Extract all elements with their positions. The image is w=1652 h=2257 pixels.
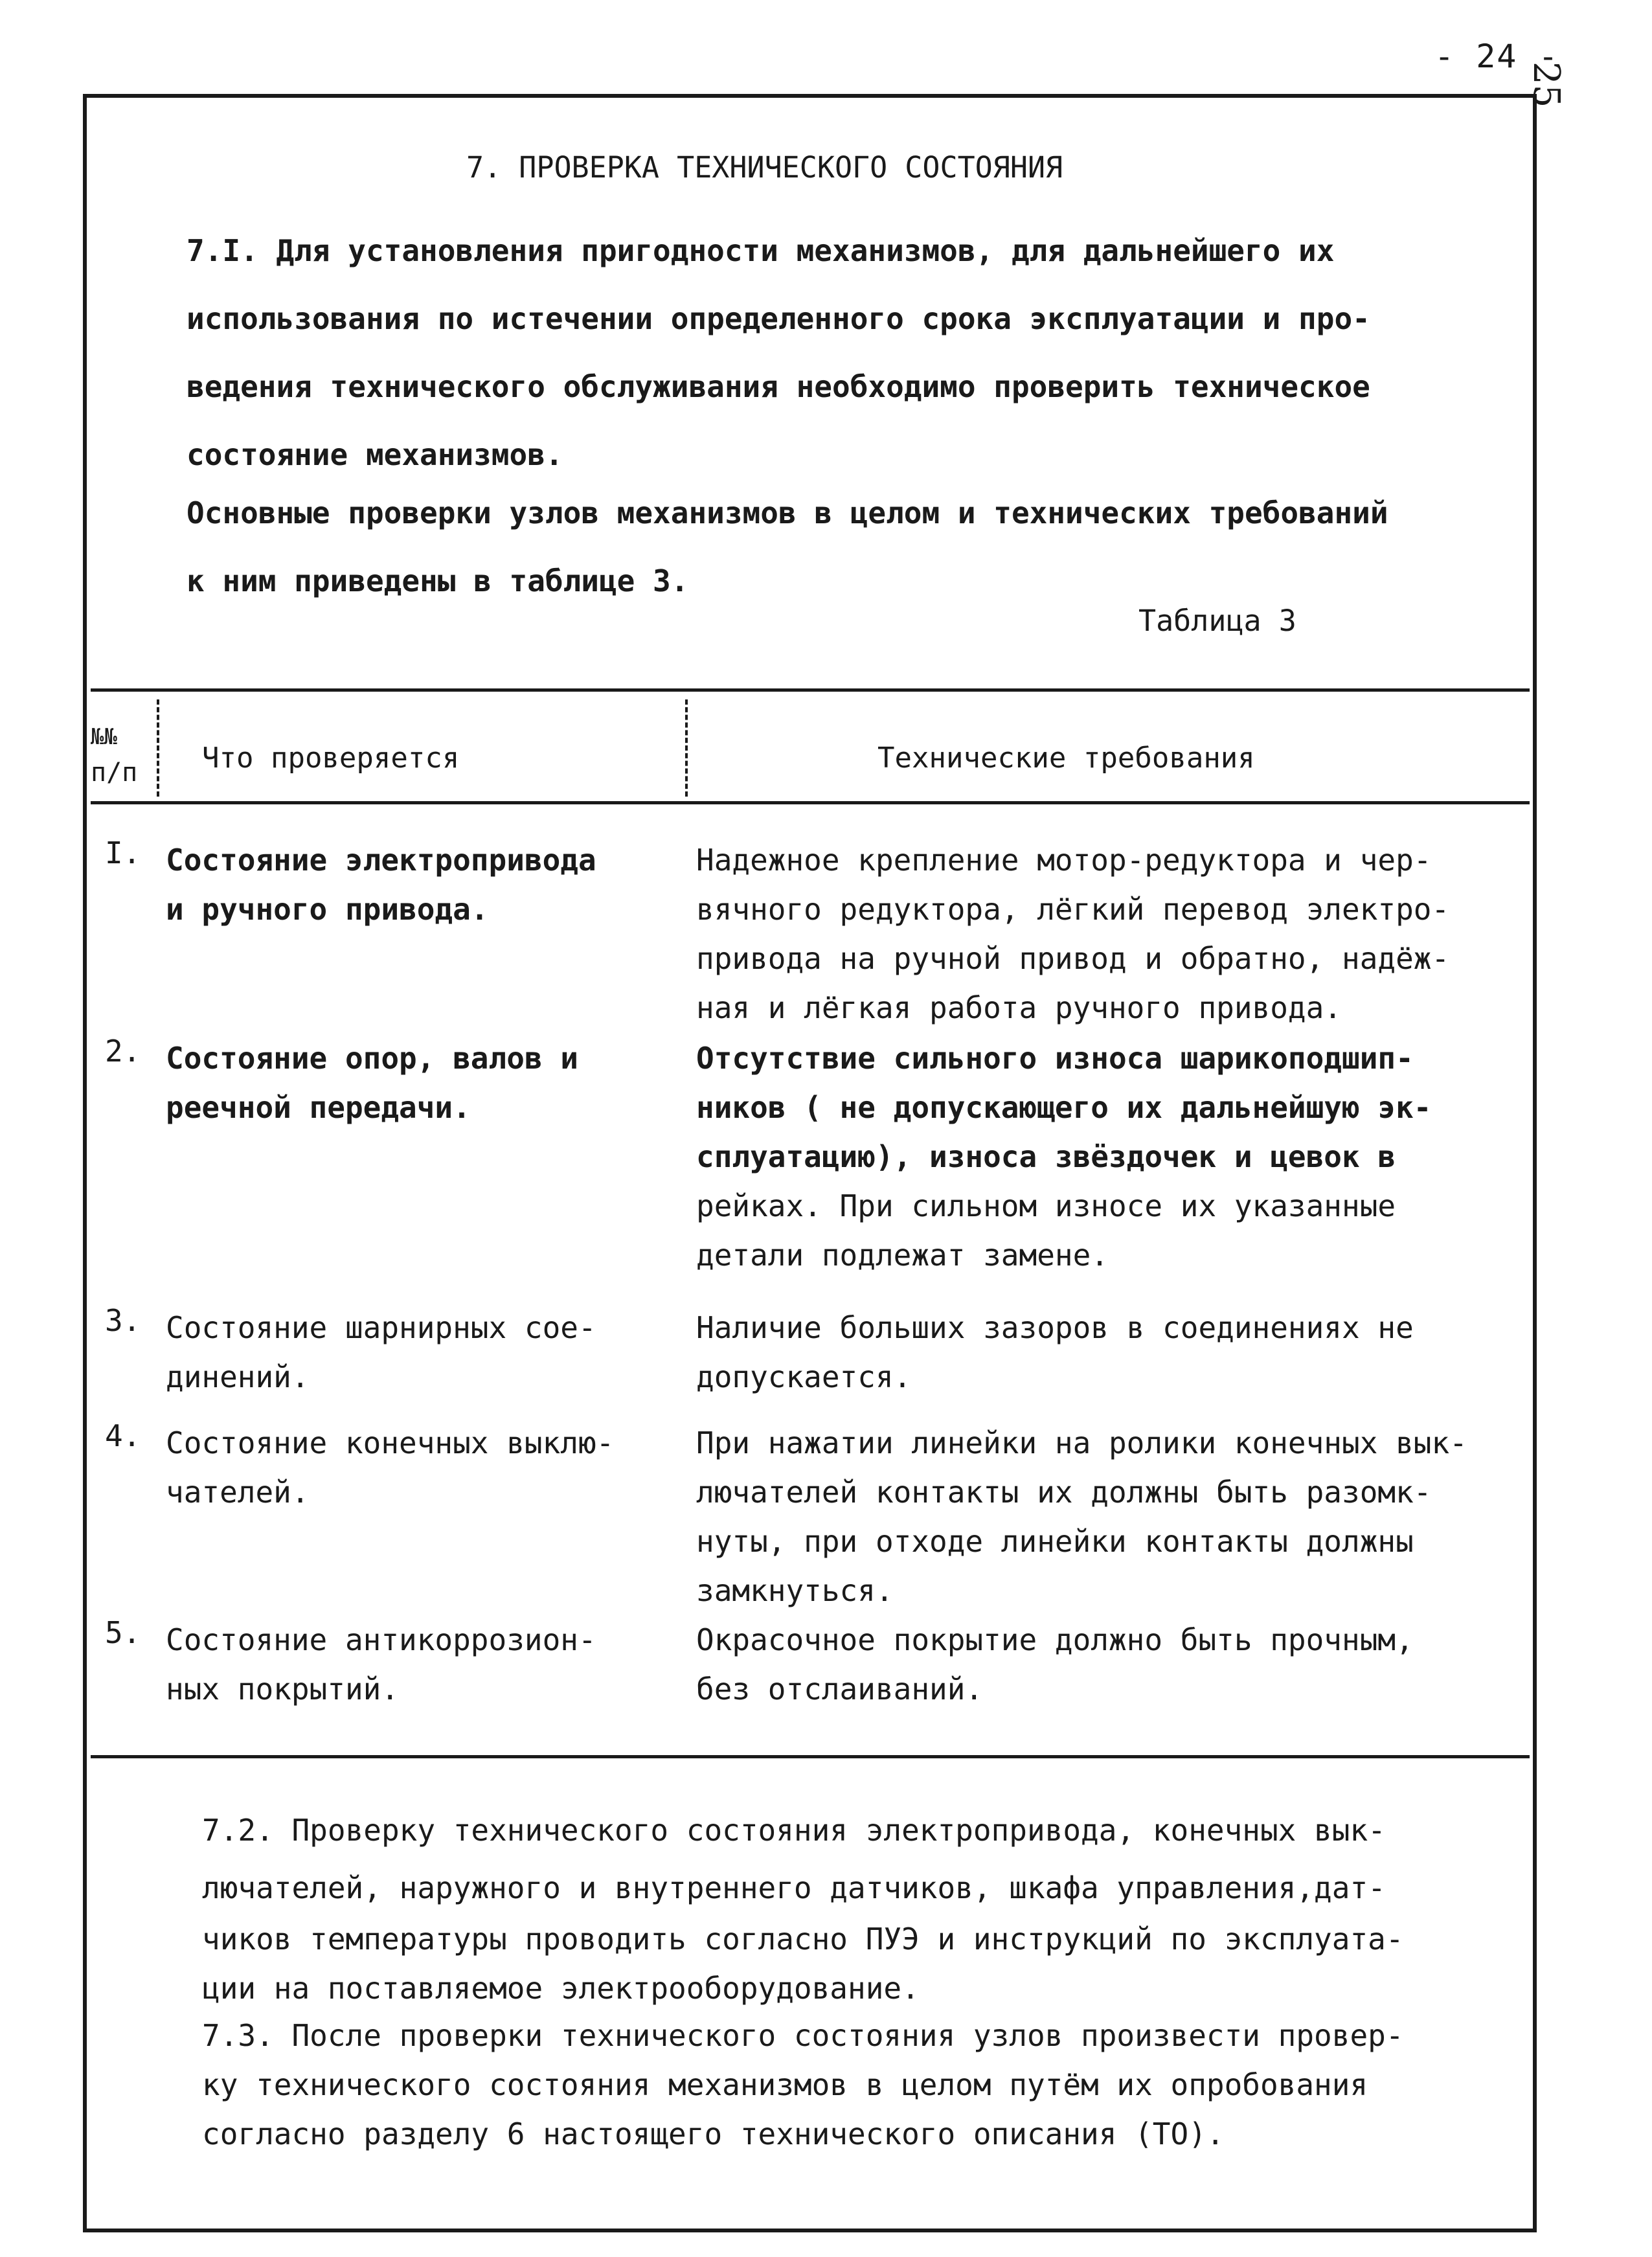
cell-line: Наличие больших зазоров в соединениях не — [696, 1310, 1414, 1345]
margin-note: 25 — [1525, 62, 1567, 108]
page-number: - 24 - — [1434, 38, 1559, 75]
cell-line: ная и лёгкая работа ручного привода. — [696, 990, 1342, 1025]
header-what: Что проверяется — [202, 742, 460, 775]
paragraph-line: к ним приведены в таблице 3. — [187, 563, 689, 598]
cell-line: без отслаиваний. — [696, 1672, 984, 1707]
cell-line: динений. — [166, 1359, 310, 1394]
cell-line: Отсутствие сильного износа шарикоподшип- — [696, 1041, 1414, 1076]
row-req — [696, 1303, 1414, 1401]
paragraph-line: лючателей, наружного и внутреннего датчиков, шкафа управления,дат- — [202, 1870, 1386, 1905]
header-req: Технические требования — [877, 742, 1255, 775]
cell-line: Состояние опор, валов и — [166, 1041, 578, 1076]
cell-line: вячного редуктора, лёгкий перевод электро- — [696, 892, 1450, 927]
paragraph-line: согласно разделу 6 настоящего технического описания (ТО). — [202, 2116, 1225, 2151]
paragraph-line: использования по истечении определенного срока эксплуатации и про- — [187, 301, 1370, 336]
cell-line: замкнуться. — [696, 1573, 894, 1608]
cell-line: чателей. — [166, 1475, 310, 1510]
paragraph-7-1-b — [187, 479, 1521, 615]
cell-line: реечной передачи. — [166, 1090, 471, 1125]
cell-line: нуты, при отходе линейки контакты должны — [696, 1524, 1414, 1559]
column-divider — [685, 699, 688, 797]
paragraph-line: 7.I. Для установления пригодности механизмов, для дальнейшего их — [187, 233, 1335, 268]
paragraph-line: 7.3. После проверки технического состояния узлов произвести провер- — [202, 2018, 1404, 2053]
column-divider — [157, 699, 159, 797]
cell-line: детали подлежат замене. — [696, 1238, 1109, 1273]
cell-line: рейках. При сильном износе их указанные — [696, 1188, 1396, 1223]
cell-line: Состояние конечных выклю- — [166, 1425, 615, 1460]
row-what — [166, 1615, 596, 1714]
row-req — [696, 1034, 1431, 1280]
section-title: 7. ПРОВЕРКА ТЕХНИЧЕСКОГО СОСТОЯНИЯ — [466, 150, 1063, 185]
paragraph-line: Основные проверки узлов механизмов в целом и технических требований — [187, 495, 1388, 530]
row-number: 3. — [105, 1303, 141, 1338]
table-bottom-rule — [91, 1755, 1530, 1758]
row-number: I. — [105, 835, 141, 870]
cell-line: и ручного привода. — [166, 892, 489, 927]
cell-line: Состояние электропривода — [166, 843, 596, 878]
row-number: 2. — [105, 1034, 141, 1069]
paragraph-line: ку технического состояния механизмов в целом путём их опробования — [202, 2067, 1368, 2102]
cell-line: Состояние шарнирных сое- — [166, 1310, 596, 1345]
cell-line: Окрасочное покрытие должно быть прочным, — [696, 1622, 1414, 1657]
paragraph-line: ведения технического обслуживания необходимо проверить техническое — [187, 369, 1370, 404]
row-what — [166, 1418, 614, 1517]
row-number: 5. — [105, 1615, 141, 1650]
table-caption: Таблица 3 — [1138, 604, 1296, 638]
cell-line: Надежное крепление мотор-редуктора и чер- — [696, 843, 1432, 878]
row-what — [166, 1034, 578, 1132]
row-req — [696, 1418, 1467, 1615]
row-what — [166, 835, 596, 934]
table-top-rule — [91, 688, 1530, 692]
header-num-bottom: п/п — [91, 758, 138, 788]
paragraph-line: 7.2. Проверку технического состояния электропривода, конечных вык- — [202, 1813, 1386, 1848]
cell-line: При нажатии линейки на ролики конечных вык- — [696, 1425, 1467, 1460]
header-num-top: №№ — [91, 724, 117, 750]
paragraph-line: чиков температуры проводить согласно ПУЭ и инструкций по эксплуата- — [202, 1922, 1404, 1956]
cell-line: лючателей контакты их должны быть разомк- — [696, 1475, 1432, 1510]
paragraph-line: ции на поставляемое электрооборудование. — [202, 1971, 920, 2006]
paragraph-7-3 — [202, 2011, 1404, 2159]
cell-line: ников ( не допускающего их дальнейшую эк- — [696, 1090, 1432, 1125]
cell-line: сплуатацию), износа звёздочек и цевок в — [696, 1139, 1396, 1174]
cell-line: допускается. — [696, 1359, 912, 1394]
row-req — [696, 1615, 1414, 1714]
cell-line: Состояние антикоррозион- — [166, 1622, 596, 1657]
paragraph-7-1 — [187, 217, 1521, 489]
cell-line: привода на ручной привод и обратно, надёж- — [696, 941, 1450, 976]
cell-line: ных покрытий. — [166, 1672, 400, 1707]
row-req — [696, 835, 1449, 1032]
table-header-rule — [91, 801, 1530, 804]
row-what — [166, 1303, 596, 1401]
paragraph-7-2 — [202, 1799, 1404, 2013]
paragraph-line: состояние механизмов. — [187, 437, 563, 472]
row-number: 4. — [105, 1418, 141, 1453]
